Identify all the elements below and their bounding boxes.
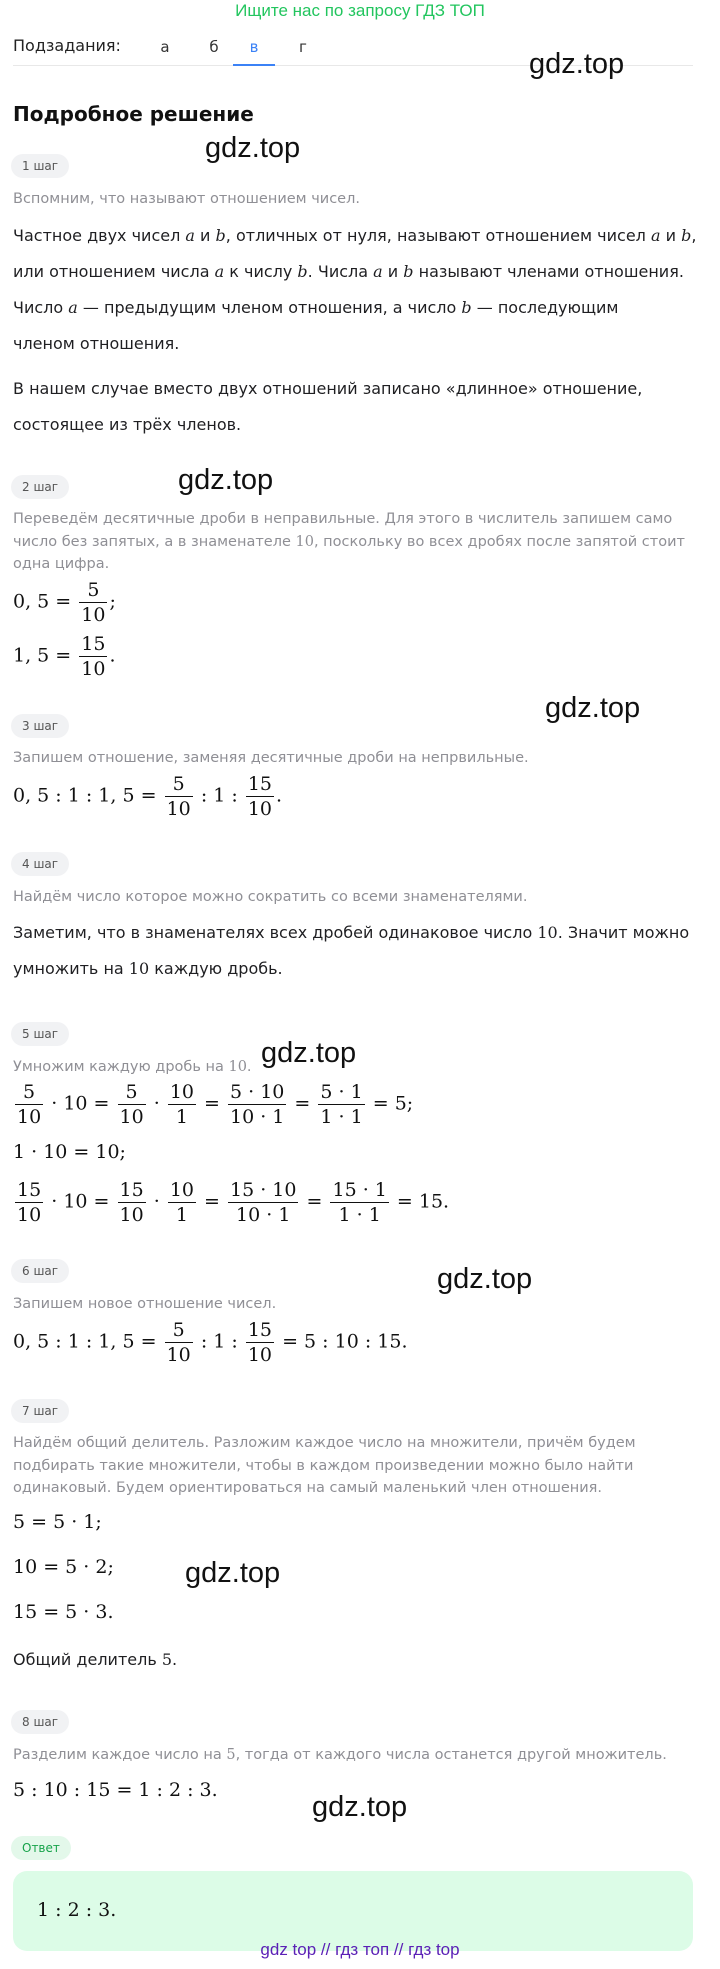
equation: 5 = 5 · 1; xyxy=(13,1511,102,1533)
step-hint: Запишем новое отношение чисел. xyxy=(13,1296,277,1312)
equation: $\frac{15}{10}$ · 10 = $\frac{15}{10}$ · $\frac{10}{1}$ = $\frac{15 \cdot 10}{10 \cdot 1}$ = $\frac{15 \cdot 1}{1 \cdot 1}$ = 15. xyxy=(17,1179,450,1226)
step-text: Частное двух чисел a и b, отличных от нуля, называют отношением чисел a и b, или отношением числа a к числу b. Числа a и b называют членами отношения. Число a — предыдущим членом отношения, а число b — последующим членом отношения. xyxy=(13,226,697,353)
step-badge: 1 шаг xyxy=(11,154,69,178)
tab-g[interactable]: г xyxy=(299,38,307,56)
subtasks-label: Подзадания: xyxy=(13,36,121,55)
equation: 1 · 10 = 10; xyxy=(13,1141,126,1163)
equation: 0, 5 : 1 : 1, 5 = $\frac{5}{10}$ : 1 : $\frac{15}{10}$ = 5 : 10 : 15. xyxy=(13,1319,408,1366)
equation: 15 = 5 · 3. xyxy=(13,1601,114,1623)
step-hint: Вспомним, что называют отношением чисел. xyxy=(13,191,360,207)
step-hint: Запишем отношение, заменяя десятичные дроби на непрвильные. xyxy=(13,750,529,766)
step-badge: 5 шаг xyxy=(11,1022,69,1046)
step-hint: Разделим каждое число на 5, тогда от каждого числа останется другой множитель. xyxy=(13,1747,667,1763)
equation: 10 = 5 · 2; xyxy=(13,1556,114,1578)
watermark: gdz.top xyxy=(545,692,641,724)
answer-value: 1 : 2 : 3. xyxy=(37,1899,117,1921)
step-badge: 3 шаг xyxy=(11,714,69,738)
answer-badge: Ответ xyxy=(11,1836,71,1860)
watermark: gdz.top xyxy=(185,1557,281,1589)
watermark: gdz.top xyxy=(205,132,301,164)
watermark: gdz.top xyxy=(261,1037,357,1069)
step-hint: Умножим каждую дробь на 10. xyxy=(13,1059,252,1075)
step-badge: 4 шаг xyxy=(11,852,69,876)
equation: 1, 5 = $\frac{15}{10}$ . xyxy=(13,633,116,680)
answer-box xyxy=(13,1871,693,1951)
step-badge: 6 шаг xyxy=(11,1259,69,1283)
equation: 0, 5 = $\frac{5}{10}$ ; xyxy=(13,579,116,626)
step-text: Общий делитель 5. xyxy=(13,1650,178,1669)
step-hint: Найдём общий делитель. Разложим каждое число на множители, причём будем подбирать такие множители, чтобы в каждом произведении можно было найти одинаковый. Будем ориентироваться на самый маленький член отношения. xyxy=(13,1435,636,1496)
step-hint: Найдём число которое можно сократить со всеми знаменателями. xyxy=(13,889,528,905)
solution-title: Подробное решение xyxy=(13,102,254,126)
step-badge: 8 шаг xyxy=(11,1710,69,1734)
step-text: В нашем случае вместо двух отношений записано «длинное» отношение, состоящее из трёх членов. xyxy=(13,379,643,434)
tab-b[interactable]: б xyxy=(209,38,219,56)
equation: 5 : 10 : 15 = 1 : 2 : 3. xyxy=(13,1779,218,1801)
step-hint: Переведём десятичные дроби в неправильные. Для этого в числитель запишем само число без запятых, а в знаменателе 10, поскольку во всех дробях после запятой стоит одна цифра. xyxy=(13,511,685,572)
footer-links[interactable]: gdz top // гдз топ // гдз top xyxy=(260,1940,460,1959)
step-badge: 7 шаг xyxy=(11,1399,69,1423)
step-badge: 2 шаг xyxy=(11,475,69,499)
step-text: Заметим, что в знаменателях всех дробей одинаковое число 10. Значит можно умножить на 10 каждую дробь. xyxy=(13,923,690,978)
watermark: gdz.top xyxy=(437,1263,533,1295)
equation: 0, 5 : 1 : 1, 5 = $\frac{5}{10}$ : 1 : $\frac{15}{10}$ . xyxy=(13,773,283,820)
watermark: gdz.top xyxy=(312,1791,408,1823)
equation: $\frac{5}{10}$ · 10 = $\frac{5}{10}$ · $\frac{10}{1}$ = $\frac{5 \cdot 10}{10 \cdot 1}$ = $\frac{5 \cdot 1}{1 \cdot 1}$ = 5; xyxy=(17,1081,414,1128)
watermark: gdz.top xyxy=(178,464,274,496)
tab-a[interactable]: а xyxy=(160,38,170,56)
search-banner[interactable]: Ищите нас по запросу ГДЗ ТОП xyxy=(235,1,485,20)
tab-v[interactable]: в xyxy=(233,34,275,66)
watermark: gdz.top xyxy=(529,48,625,80)
